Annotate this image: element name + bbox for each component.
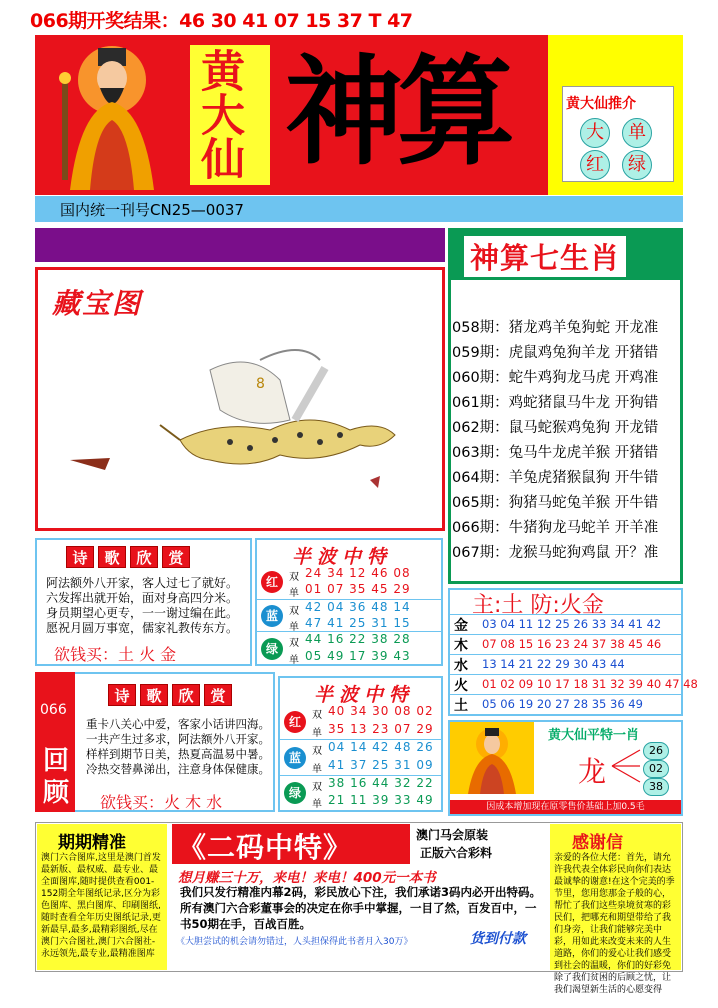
wave-numbers: 01 07 35 45 29 [305, 582, 411, 597]
element-key: 木 [454, 638, 468, 654]
wave-color-badge: 绿 [261, 638, 283, 660]
buy-hint: 欲钱买：土 火 金 [54, 645, 177, 664]
half-wave-row [280, 739, 441, 774]
zodiac-row: 058期：猪龙鸡羊兔狗蛇 开龙准 [452, 320, 659, 336]
recommend-item: 大 [580, 118, 610, 148]
poem-line: 冷热交替鼻涕出，注意身体保健康。 [86, 762, 270, 776]
recommend-item: 单 [622, 118, 652, 148]
zodiac-row: 063期：兔马牛龙虎羊猴 开猪错 [452, 445, 659, 461]
elements-row [450, 674, 698, 694]
ping-te-number: 26 [643, 742, 669, 760]
elements-row [450, 614, 681, 634]
wave-numbers: 24 34 12 46 08 [305, 566, 411, 580]
zodiac-row: 067期：龙猴马蛇狗鸡鼠 开？准 [452, 545, 659, 561]
two-code-slogan: 想月赚三十万，来电！来电！400元一本书 [178, 870, 436, 886]
poem-line: 重卡八关心中爱，客家小话讲四海。 [86, 717, 270, 731]
masthead-title: 神算 [285, 43, 510, 181]
poem-title [108, 684, 236, 706]
half-wave-table [257, 566, 441, 664]
zodiac-row: 066期：牛猪狗龙马蛇羊 开羊准 [452, 520, 659, 536]
two-code-sub: 正版六合彩料 [420, 846, 493, 860]
wave-parity-label: 单 [312, 763, 322, 775]
issn-number: 国内统一刊号CN25—0037 [60, 201, 244, 219]
wave-color-badge: 红 [261, 571, 283, 593]
recommend-item: 红 [580, 150, 610, 180]
wave-numbers: 04 14 42 48 26 [328, 740, 434, 755]
brand-name: 黄大仙 [193, 48, 244, 180]
wave-parity-label: 双 [312, 710, 322, 721]
zodiac-row: 060期：蛇牛鸡狗龙马虎 开鸡准 [452, 370, 659, 386]
poem-title-char: 诗 [66, 546, 94, 568]
wave-parity-label: 双 [312, 746, 322, 758]
wave-numbers: 41 37 25 31 09 [328, 757, 434, 772]
bottom-left-title: 期期精准 [58, 833, 126, 853]
element-key: 水 [454, 658, 468, 674]
poem-line: 样样到期节日美，热夏高温易中暑。 [86, 747, 270, 761]
emperor-small-image [450, 722, 534, 794]
elements-row [450, 634, 681, 654]
half-wave-row [257, 599, 441, 632]
price-note: 因成本增加现在原零售价基础上加0.5毛 [450, 800, 681, 814]
wave-parity-label: 单 [289, 588, 299, 600]
review-issue: 066 [40, 702, 67, 718]
wave-parity-label: 单 [312, 727, 322, 739]
wave-parity-label: 双 [289, 572, 299, 583]
ping-te-title: 黄大仙平特一肖 [548, 728, 640, 743]
wave-numbers: 42 04 36 48 14 [305, 599, 411, 614]
poem-title-char: 赏 [162, 546, 190, 568]
half-wave-row [280, 704, 441, 739]
wave-parity-label: 单 [289, 621, 299, 633]
bottom-left-text: 澳门六合图库,这里是澳门首发最新版、最权威、最专业、最全面图库,随时提供查看001-152期全年图纸记录,区分为彩色图库、黑白图库、印刷图纸,随时查看全年历史图纸记录,更新最早,最多,最精彩图纸,尽在澳门六合图社,澳门六合图社-永远领先,最专业,最精准图库 [41, 853, 161, 959]
result-headline: 066期开奖结果：46 30 41 07 15 37 T 47 [30, 10, 413, 32]
element-numbers: 07 08 15 16 23 24 37 38 45 46 [482, 637, 662, 651]
wave-numbers: 47 41 25 31 15 [305, 615, 411, 630]
element-numbers: 13 14 21 22 29 30 43 44 [482, 657, 625, 671]
thanks-text: 亲爱的各位大佬：首先，请允许我代表全体彩民向你们表达最诚挚的谢意!在这个完美的季节里，您用您那金子般的心，帮忙了我们这些泉境贫寒的彩民们，把哪充和期望带给了我们身旁，让我们能够完美中彩，用如此来改变未来的人生道路，你们的爱心让我们感受到社会的温暖，你们的好彩免除了我们贫困的后顾之忧，让我们渴望新生活的心愿变得 [554, 853, 675, 995]
ping-te-number: 38 [643, 778, 669, 796]
two-code-sub: 澳门马会原装 [416, 828, 489, 842]
recommend-title: 黄大仙推介 [566, 96, 636, 112]
wave-numbers: 21 11 39 33 49 [328, 793, 434, 808]
wave-parity-label: 双 [312, 781, 322, 793]
two-code-footer: 《大胆尝试的机会请勿错过，人头担保得此书者月入30万》 [176, 937, 413, 947]
poem-title-char: 欣 [130, 546, 158, 568]
wave-color-badge: 蓝 [261, 605, 283, 627]
half-wave-row [280, 775, 441, 810]
zodiac-title: 神算七生肖 [464, 236, 626, 277]
wave-numbers: 05 49 17 39 43 [305, 648, 411, 663]
wave-numbers: 40 34 30 08 02 [328, 704, 434, 718]
element-numbers: 01 02 09 10 17 18 31 32 39 40 47 48 [482, 677, 698, 691]
poem-title-char: 欣 [172, 684, 200, 706]
wave-parity-label: 单 [312, 799, 322, 811]
elements-row [450, 694, 681, 714]
wave-numbers: 44 16 22 38 28 [305, 632, 411, 647]
treasure-map-title: 藏宝图 [52, 287, 143, 320]
leopard-illustration [60, 330, 430, 520]
svg-text:8: 8 [256, 376, 265, 392]
poem-line: 身员期望心更专，一一谢过编在此。 [46, 606, 239, 620]
zodiac-row: 059期：虎鼠鸡兔狗羊龙 开猪错 [452, 345, 659, 361]
element-numbers: 03 04 11 12 25 26 33 34 41 42 [482, 617, 662, 631]
wave-numbers: 35 13 23 07 29 [328, 721, 434, 736]
wave-color-badge: 红 [284, 711, 306, 733]
buy-hint: 欲钱买：火 木 水 [100, 793, 223, 812]
elements-row [450, 654, 681, 674]
zodiac-row: 062期：鼠马蛇猴鸡兔狗 开龙错 [452, 420, 659, 436]
zodiac-row: 065期：狗猪马蛇兔羊猴 开牛错 [452, 495, 659, 511]
wave-parity-label: 双 [289, 605, 299, 617]
two-code-title: 《二码中特》 [178, 831, 353, 864]
poem-title-char: 歌 [140, 684, 168, 706]
half-wave-table [280, 704, 441, 810]
two-code-text: 我们只发行精准内幕2码，彩民放心下注，我们承诺3码内必开出特码。所有澳门六合彩董事会的决定在你手中掌握，一目了然，百发百中，一书50期在手，百战百胜。 [180, 885, 541, 931]
poem-line: 阿法额外八开家，客人过七了就好。 [46, 576, 239, 590]
element-key: 火 [454, 678, 468, 694]
poem-line: 六发挥出就开始，面对身高四分米。 [46, 591, 239, 605]
wave-color-badge: 绿 [284, 782, 306, 804]
element-key: 金 [454, 618, 468, 634]
poem-title-char: 歌 [98, 546, 126, 568]
half-wave-row [257, 631, 441, 664]
ping-te-number: 02 [643, 760, 669, 778]
poem-line: 一共产生过多求，阿法额外八开家。 [86, 732, 270, 746]
review-label: 顾 [43, 778, 70, 808]
poem-title-char: 诗 [108, 684, 136, 706]
cod-label: 货到付款 [470, 931, 526, 947]
element-numbers: 05 06 19 20 27 28 35 36 49 [482, 697, 643, 711]
recommend-item: 绿 [622, 150, 652, 180]
wave-numbers: 38 16 44 32 22 [328, 775, 434, 790]
poem-title-char: 赏 [204, 684, 232, 706]
zodiac-row: 064期：羊兔虎猪猴鼠狗 开牛错 [452, 470, 659, 486]
half-wave-row [257, 566, 441, 599]
thanks-title: 感谢信 [572, 833, 623, 853]
zodiac-row: 061期：鸡蛇猪鼠马牛龙 开狗错 [452, 395, 659, 411]
wave-color-badge: 蓝 [284, 747, 306, 769]
element-key: 土 [454, 698, 468, 714]
elements-title: 主:土 防:火金 [472, 593, 604, 618]
wave-parity-label: 单 [289, 654, 299, 666]
poem-line: 愿祝月圆万事宽，儒家礼教传东方。 [46, 621, 239, 635]
poem-title [66, 546, 194, 568]
ping-te-zodiac: 龙 [578, 755, 607, 788]
half-wave-title: 半波中特 [314, 684, 415, 706]
wave-parity-label: 双 [289, 638, 299, 650]
half-wave-title: 半波中特 [292, 546, 393, 568]
review-label: 回 [43, 746, 70, 776]
emperor-figure-image [40, 40, 185, 190]
purple-banner [35, 228, 445, 262]
arrow-lines-icon [612, 748, 642, 784]
